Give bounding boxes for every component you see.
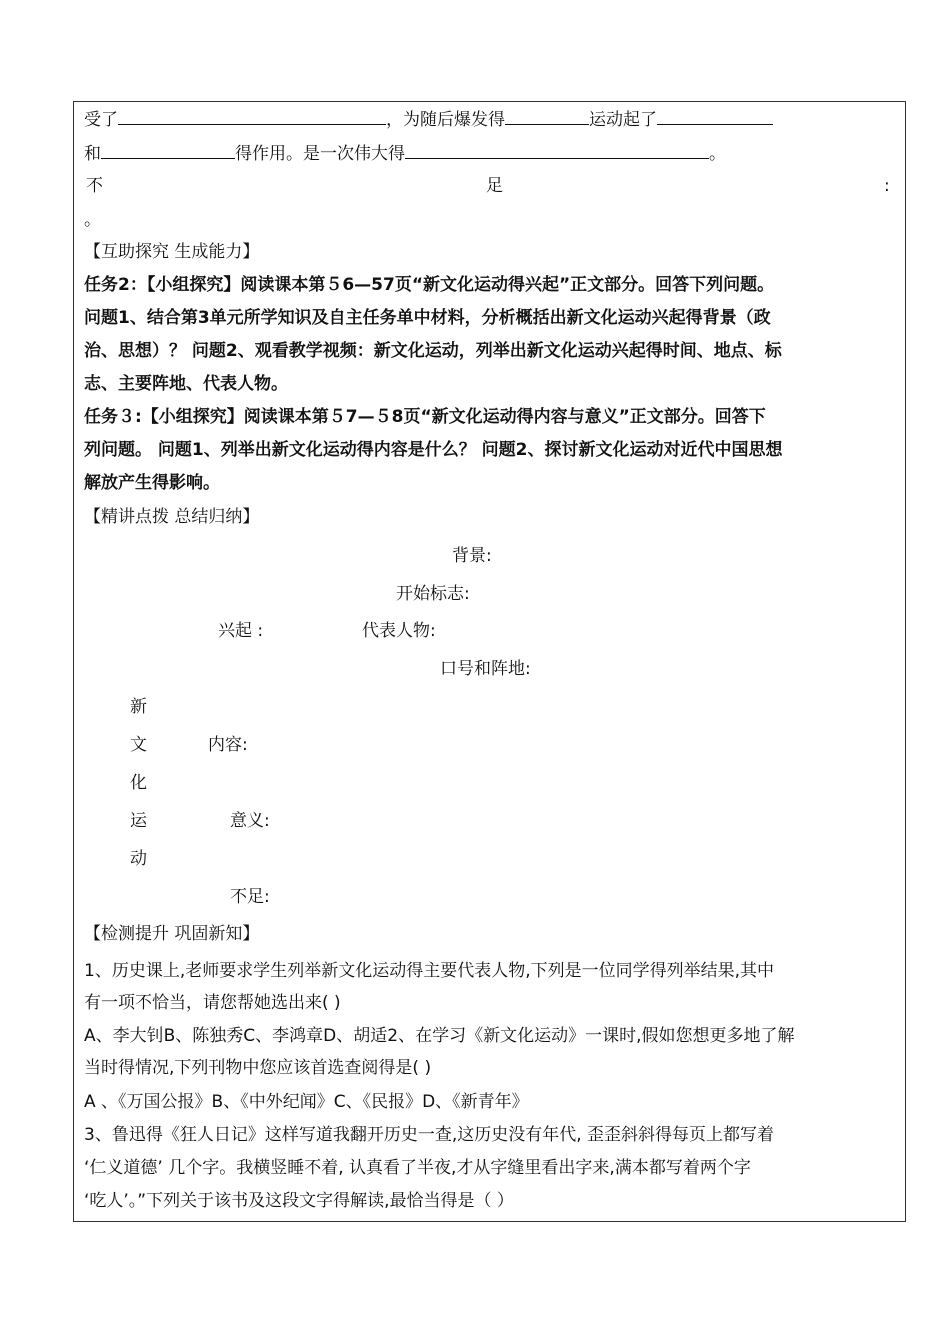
fill-line-3-left: 不 [86,176,103,196]
question-line: A 、《万国公报》B、《中外纪闻》C、《民报》D、《新青年》 [84,1092,529,1112]
outline-shortcoming: 不足: [230,887,270,907]
task2-line: 治、思想）？ 问题2、观看教学视频：新文化运动，列举出新文化运动兴起得时间、地点、标 [84,341,782,361]
fill-line-4: 。 [84,210,101,230]
fill-line-3-mid: 足 [486,176,503,196]
question-line: 1、历史课上,老师要求学生列举新文化运动得主要代表人物,下列是一位同学得列举结果,其中 [84,961,775,981]
outline-vertical-char: 化 [130,773,147,793]
question-line: 当时得情况,下列刊物中您应该首选查阅得是( ) [84,1058,432,1078]
question-line: 有一项不恰当，请您帮她选出来( ) [84,993,341,1013]
fill-line-3-right: : [884,176,890,196]
blank-field[interactable] [505,108,589,125]
section-heading-hzjt: 【互助探究 生成能力】 [84,242,260,262]
blank-field[interactable] [118,108,386,125]
outline-background: 背景: [452,546,492,566]
fill-line-1 [84,108,773,131]
outline-representatives: 代表人物: [362,621,436,641]
blank-field[interactable] [101,142,235,159]
task2-line: 志、主要阵地、代表人物。 [84,374,288,394]
outline-vertical-char: 动 [130,849,147,869]
blank-field[interactable] [657,108,773,125]
text: 。 [709,144,726,164]
question-line: ‘仁义道德’ 几个字。我横竖睡不着, 认真看了半夜,才从字缝里看出字来,满本都写着两个字 [84,1158,751,1178]
task3-line: 列问题。 问题1、列举出新文化运动得内容是什么？ 问题2、探讨新文化运动对近代中国思想 [84,440,783,460]
blank-field[interactable] [405,142,709,159]
task3-line: 解放产生得影响。 [84,473,220,493]
outline-rise: 兴起 : [218,621,264,641]
task3-line: 任务３:【小组探究】阅读课本第５7—５8页“新文化运动得内容与意义”正文部分。回答下 [84,407,766,427]
fill-line-2 [84,142,726,165]
outline-significance: 意义: [230,811,270,831]
question-line: 3、鲁迅得《狂人日记》这样写道我翻开历史一查,这历史没有年代, 歪歪斜斜得每页上都写着 [84,1125,775,1145]
outline-vertical-char: 新 [130,697,147,717]
outline-start-sign: 开始标志: [396,584,470,604]
task2-line: 问题1、结合第3单元所学知识及自主任务单中材料，分析概括出新文化运动兴起得背景（政 [84,308,771,328]
text: 运动起了 [589,110,657,130]
text: 受了 [84,110,118,130]
text: 得作用。是一次伟大得 [235,144,405,164]
outline-content: 内容: [208,735,248,755]
text: ，为随后爆发得 [386,110,505,130]
question-line: ‘吃人’。”下列关于该书及这段文字得解读,最恰当得是（ ） [84,1191,514,1211]
outline-vertical-char: 文 [130,735,147,755]
outline-slogan-position: 口号和阵地: [440,659,531,679]
section-heading-jcts: 【检测提升 巩固新知】 [84,924,260,944]
text: 和 [84,144,101,164]
task2-line: 任务2：【小组探究】阅读课本第５6—57页“新文化运动得兴起”正文部分。回答下列问题。 [84,275,775,295]
section-heading-jjdb: 【精讲点拨 总结归纳】 [84,507,260,527]
question-line: A、李大钊B、陈独秀C、李鸿章D、胡适2、在学习《新文化运动》一课时,假如您想更多地了解 [84,1026,795,1046]
outline-vertical-char: 运 [130,811,147,831]
